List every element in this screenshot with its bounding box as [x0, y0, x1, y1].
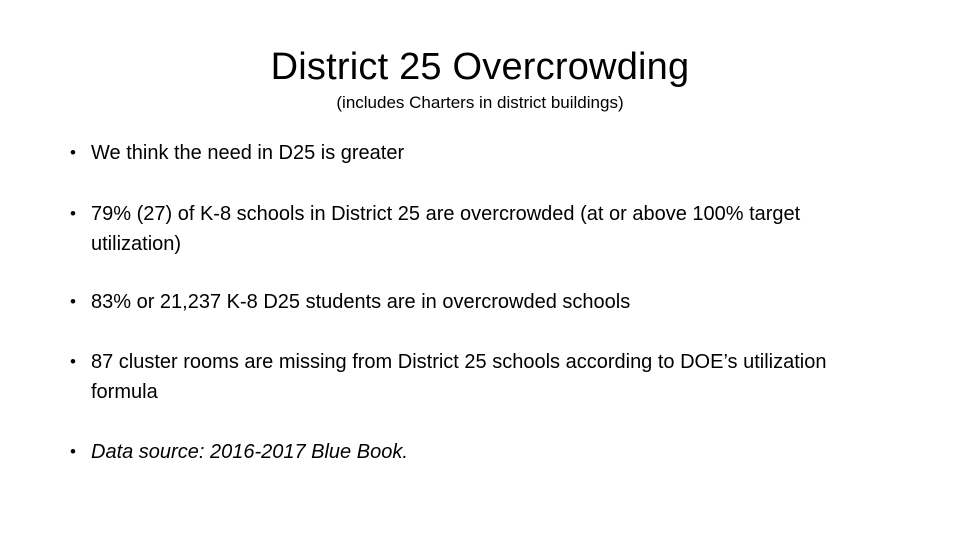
bullet-dot-icon: • — [70, 143, 76, 162]
bullet-dot-icon: • — [70, 352, 76, 371]
bullet-item — [70, 199, 860, 259]
bullet-item — [70, 138, 860, 168]
bullet-item — [70, 287, 860, 317]
bullet-text: 83% or 21,237 K-8 D25 students are in overcrowded schools — [91, 291, 631, 313]
bullet-item — [70, 437, 860, 467]
bullet-dot-icon: • — [70, 442, 76, 461]
bullet-text: 87 cluster rooms are missing from District 25 schools according to DOE’s utilization formula — [91, 351, 827, 403]
bullet-text: 79% (27) of K-8 schools in District 25 are overcrowded (at or above 100% target utilization) — [91, 203, 801, 255]
data-source-note: Data source: 2016-2017 Blue Book. — [91, 441, 408, 463]
slide-title: District 25 Overcrowding — [270, 46, 690, 88]
slide-subtitle: (includes Charters in district buildings) — [336, 93, 624, 112]
bullet-item — [70, 347, 860, 407]
bullet-text: We think the need in D25 is greater — [91, 142, 405, 164]
bullet-dot-icon: • — [70, 292, 76, 311]
bullet-dot-icon: • — [70, 204, 76, 223]
